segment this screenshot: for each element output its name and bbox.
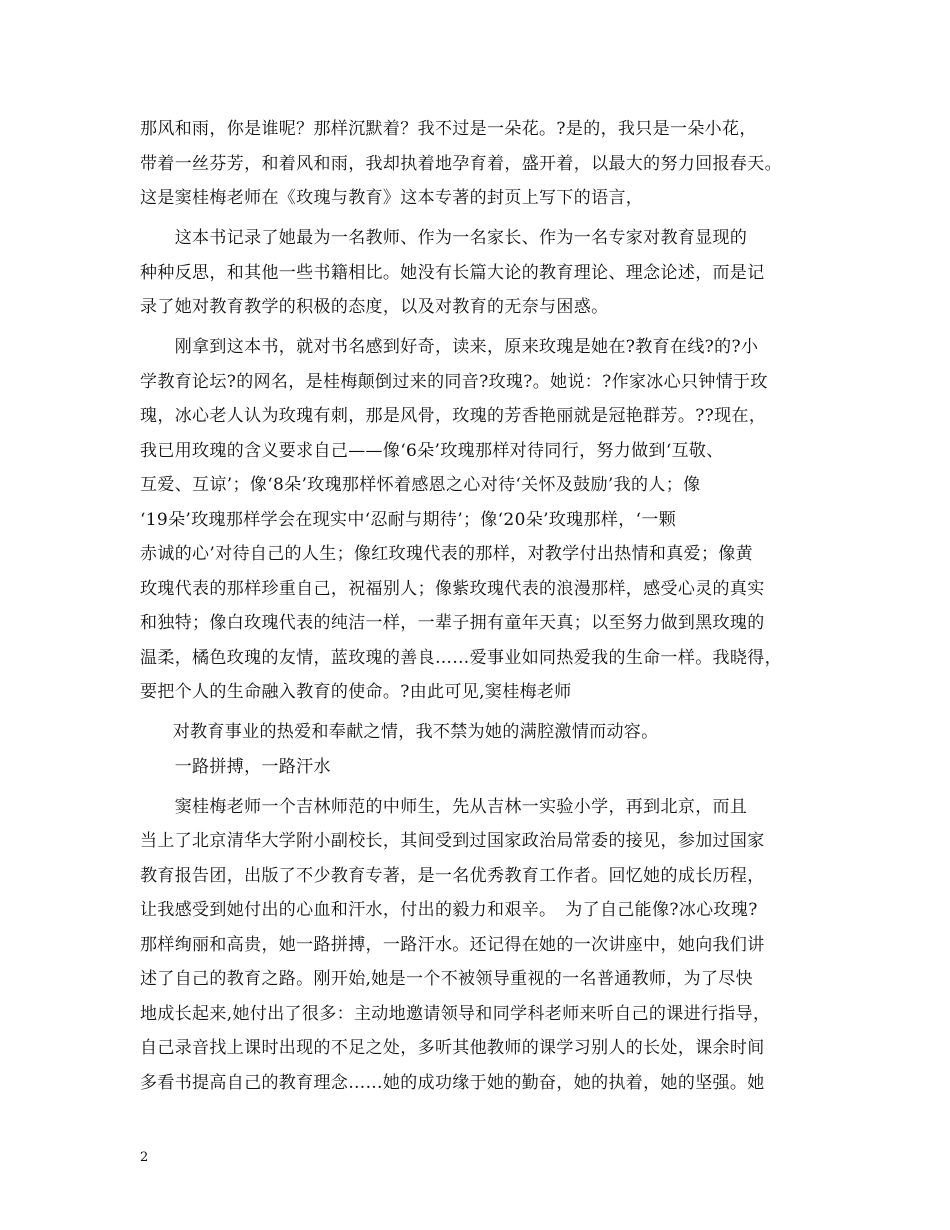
text-line: 对教育事业的热爱和奉献之情，我不禁为她的满腔激情而动容。 (138, 722, 659, 742)
text-line: 教育报告团，出版了不少教育专著，是一名优秀教育工作者。回忆她的成长历程， (140, 866, 765, 886)
text-line: 和独特；像白玫瑰代表的纯洁一样，一辈子拥有童年天真；以至努力做到黑玫瑰的 (140, 613, 765, 633)
text-line: 让我感受到她付出的心血和汗水，付出的毅力和艰辛。 为了自己能像?冰心玫瑰? (140, 900, 758, 920)
text-line: 瑰，冰心老人认为玫瑰有刺，那是风骨，玫瑰的芳香艳丽就是冠艳群芳。??现在， (140, 406, 767, 426)
text-line: 温柔，橘色玫瑰的友情，蓝玫瑰的善良……爱事业如同热爱我的生命一样。我晓得， (140, 648, 782, 668)
text-line: 多看书提高自己的教育理念……她的成功缘于她的勤奋，她的执着，她的坚强。她 (140, 1073, 765, 1093)
text-line: 学教育论坛?的网名，是桂梅颠倒过来的同音?玫瑰?。她说：?作家冰心只钟情于玫 (140, 372, 768, 392)
text-line: 我已用玫瑰的含义要求自己——像‘6朵’玫瑰那样对待同行，努力做到‘互敬、 (140, 441, 724, 461)
text-line: 那风和雨，你是谁呢？那样沉默着？我不过是一朵花。?是的，我只是一朵小花， (140, 119, 757, 139)
section-heading: 一路拼搏，一路汗水 (140, 757, 331, 777)
text-line: 玫瑰代表的那样珍重自己，祝福别人；像紫玫瑰代表的浪漫那样，感受心灵的真实 (140, 579, 765, 599)
text-line: 这本书记录了她最为一名教师、作为一名家长、作为一名专家对教育显现的 (140, 228, 748, 248)
text-line: 互爱、互谅’；像‘8朵’玫瑰那样怀着感恩之心对待‘关怀及鼓励’我的人；像 (140, 475, 701, 495)
text-line: 要把个人的生命融入教育的使命。?由此可见,窦桂梅老师 (140, 682, 572, 702)
text-line: 那样绚丽和高贵，她一路拼搏，一路汗水。还记得在她的一次讲座中，她向我们讲 (140, 935, 765, 955)
text-line: 刚拿到这本书，就对书名感到好奇，读来，原来玫瑰是她在?教育在线?的?小 (140, 337, 759, 357)
text-line: 种种反思，和其他一些书籍相比。她没有长篇大论的教育理论、理念论述，而是记 (140, 263, 765, 283)
text-line: 赤诚的心’对待自己的人生；像红玫瑰代表的那样，对教学付出热情和真爱；像黄 (140, 544, 754, 564)
page-number: 2 (140, 1150, 149, 1165)
text-line: 地成长起来,她付出了很多：主动地邀请领导和同学科老师来听自己的课进行指导， (140, 1004, 771, 1024)
text-line: 录了她对教育教学的积极的态度，以及对教育的无奈与困惑。 (140, 297, 609, 317)
text-line: ‘19朵’玫瑰那样学会在现实中‘忍耐与期待’；像‘20朵’玫瑰那样，‘一颗 (140, 510, 677, 530)
text-line: 窦桂梅老师一个吉林师范的中师生，先从吉林一实验小学，再到北京，而且 (140, 797, 748, 817)
text-line: 述了自己的教育之路。刚开始,她是一个不被领导重视的一名普通教师，为了尽快 (140, 969, 754, 989)
text-line: 这是窦桂梅老师在《玫瑰与教育》这本专著的封页上写下的语言， (140, 188, 644, 208)
text-line: 带着一丝芬芳，和着风和雨，我却执着地孕育着，盛开着，以最大的努力回报春天。 (140, 154, 782, 174)
text-line: 自己录音找上课时出现的不足之处，多听其他教师的课学习别人的长处，课余时间 (140, 1038, 765, 1058)
text-line: 当上了北京清华大学附小副校长，其间受到过国家政治局常委的接见，参加过国家 (140, 831, 765, 851)
